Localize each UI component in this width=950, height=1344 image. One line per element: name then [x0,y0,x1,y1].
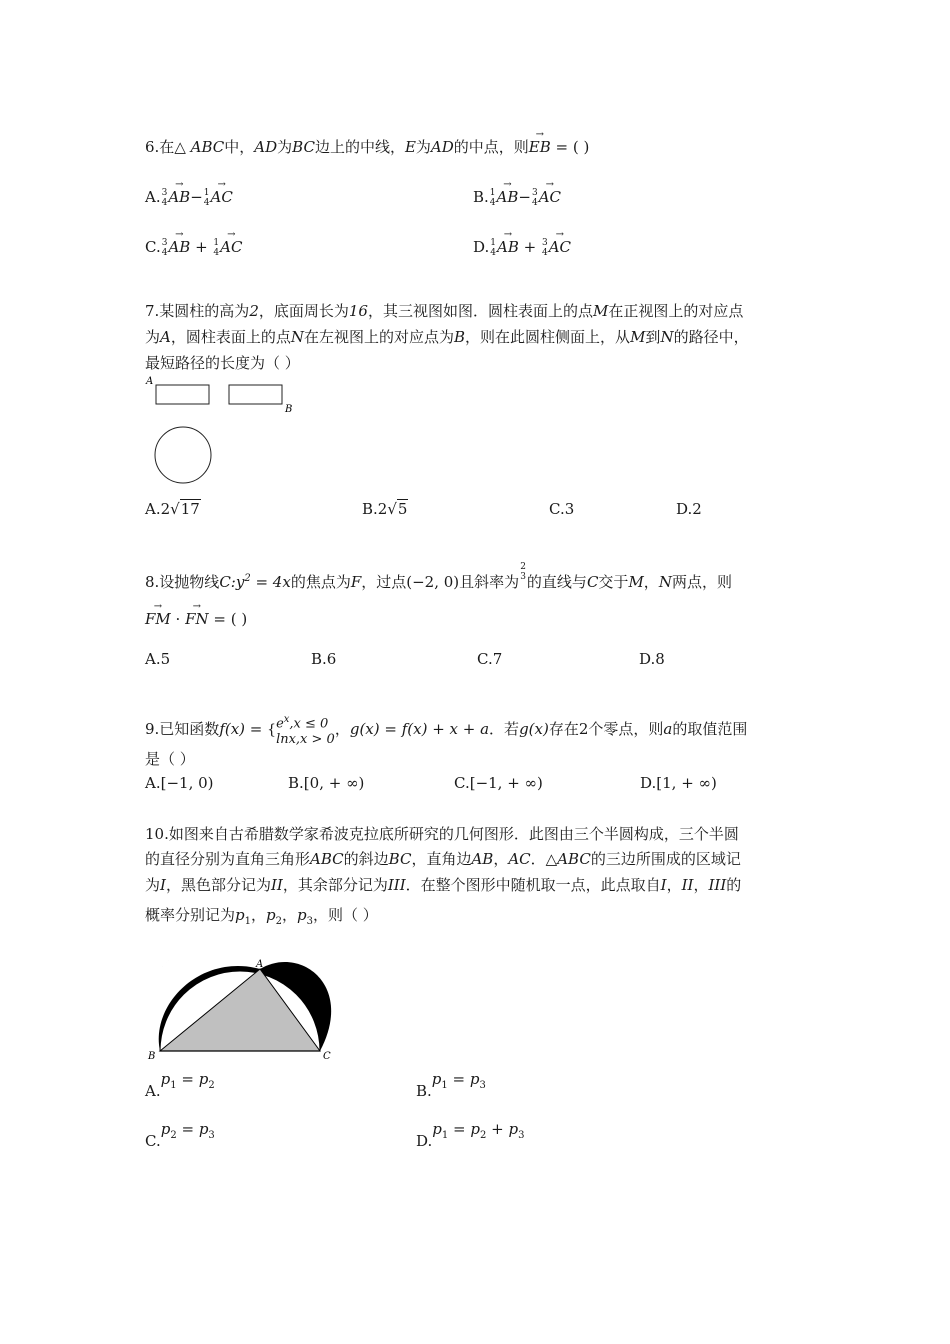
front-view-rect [156,385,209,404]
side-view-rect [229,385,282,404]
q7-three-view-figure [140,372,310,490]
q8-option-a[interactable]: A.5 [145,650,171,668]
q9-option-d[interactable]: D.[1, + ∞) [640,774,717,792]
q9-option-c[interactable]: C.[−1, + ∞) [454,774,543,792]
q10-stem-line1: 10.如图来自古希腊数学家希波克拉底所研究的几何图形．此图由三个半圆构成，三个半圆 [145,825,739,843]
q10-stem-line2: 的直径分别为直角三角形ABC的斜边BC，直角边AB，AC．△ABC的三边所围成的区域记 [145,850,741,868]
q7-stem-line1: 7.某圆柱的高为2，底面周长为16，其三视图如图．圆柱表面上的点M在正视图上的对应点 [145,302,744,320]
q10-option-c[interactable]: $C.p_2 = p_3$ [145,1120,215,1150]
fig-label-a: A [256,959,264,970]
q7-stem-line3: 最短路径的长度为（ ） [145,354,300,372]
q8-option-d[interactable]: D.8 [639,650,665,668]
fig-label-a: A [146,376,154,387]
q8-stem-line1: 8.设抛物线$C:y^2 = 4x$的焦点为F，过点(−2, 0)且斜率为 2 3 的直线与C交于M，N两点，则 [145,562,732,591]
q9-stem-line1: 9.已知函数f(x) = { $e^x,x \le 0$ lnx,x > 0 ，g(x) = f(x) + x + a．若g(x)存在2个零点，则a的取值范围 [145,714,748,748]
q10-option-b[interactable]: $B.p_1 = p_3$ [416,1070,486,1100]
q6-option-b[interactable]: B. 1 4 → AB− 3 4 → AC [473,186,561,208]
q8-option-c[interactable]: C.7 [477,650,503,668]
q10-option-a[interactable]: $A.p_1 = p_2$ [145,1070,215,1100]
q9-stem-line2: 是（ ） [145,750,195,768]
q6-stem: 6.在△ ABC中，AD为BC边上的中线，E为AD的中点，则→ EB = ( ) [145,136,589,158]
q6-option-c[interactable]: C. 3 4 → AB + 1 4 → AC [145,236,242,258]
q10-option-d[interactable]: $D.p_1 = p_2 + p_3$ [416,1120,525,1150]
q9-option-a[interactable]: A.[−1, 0) [145,774,214,792]
q6-option-d[interactable]: D. 1 4 → AB + 3 4 → AC [473,236,571,258]
fig-label-b: B [148,1051,156,1062]
q7-option-b[interactable]: B.2√5 [362,500,408,518]
q10-stem-line3: 为I，黑色部分记为II，其余部分记为III．在整个图形中随机取一点，此点取自I，II，III的 [145,876,742,894]
q10-hippocrates-figure [140,945,355,1065]
q7-option-d[interactable]: D.2 [676,500,702,518]
fig-label-c: C [323,1051,331,1062]
q10-stem-line4: 概率分别记为$p_1$，$p_2$，$p_3$，则（ ） [145,906,378,927]
q9-option-b[interactable]: B.[0, + ∞) [288,774,365,792]
q7-stem-line2: 为A，圆柱表面上的点N在左视图上的对应点为B，则在此圆柱侧面上，从M到N的路径中， [145,328,749,346]
fig-label-b: B [285,404,293,415]
q7-option-a[interactable]: A.2√17 [145,500,200,518]
q8-stem-line2: → FM · → FN = ( ) [145,608,247,630]
top-view-circle [155,427,211,483]
q6-option-a[interactable]: A. 3 4 → AB− 1 4 → AC [145,186,233,208]
q8-option-b[interactable]: B.6 [311,650,337,668]
q7-option-c[interactable]: C.3 [549,500,575,518]
